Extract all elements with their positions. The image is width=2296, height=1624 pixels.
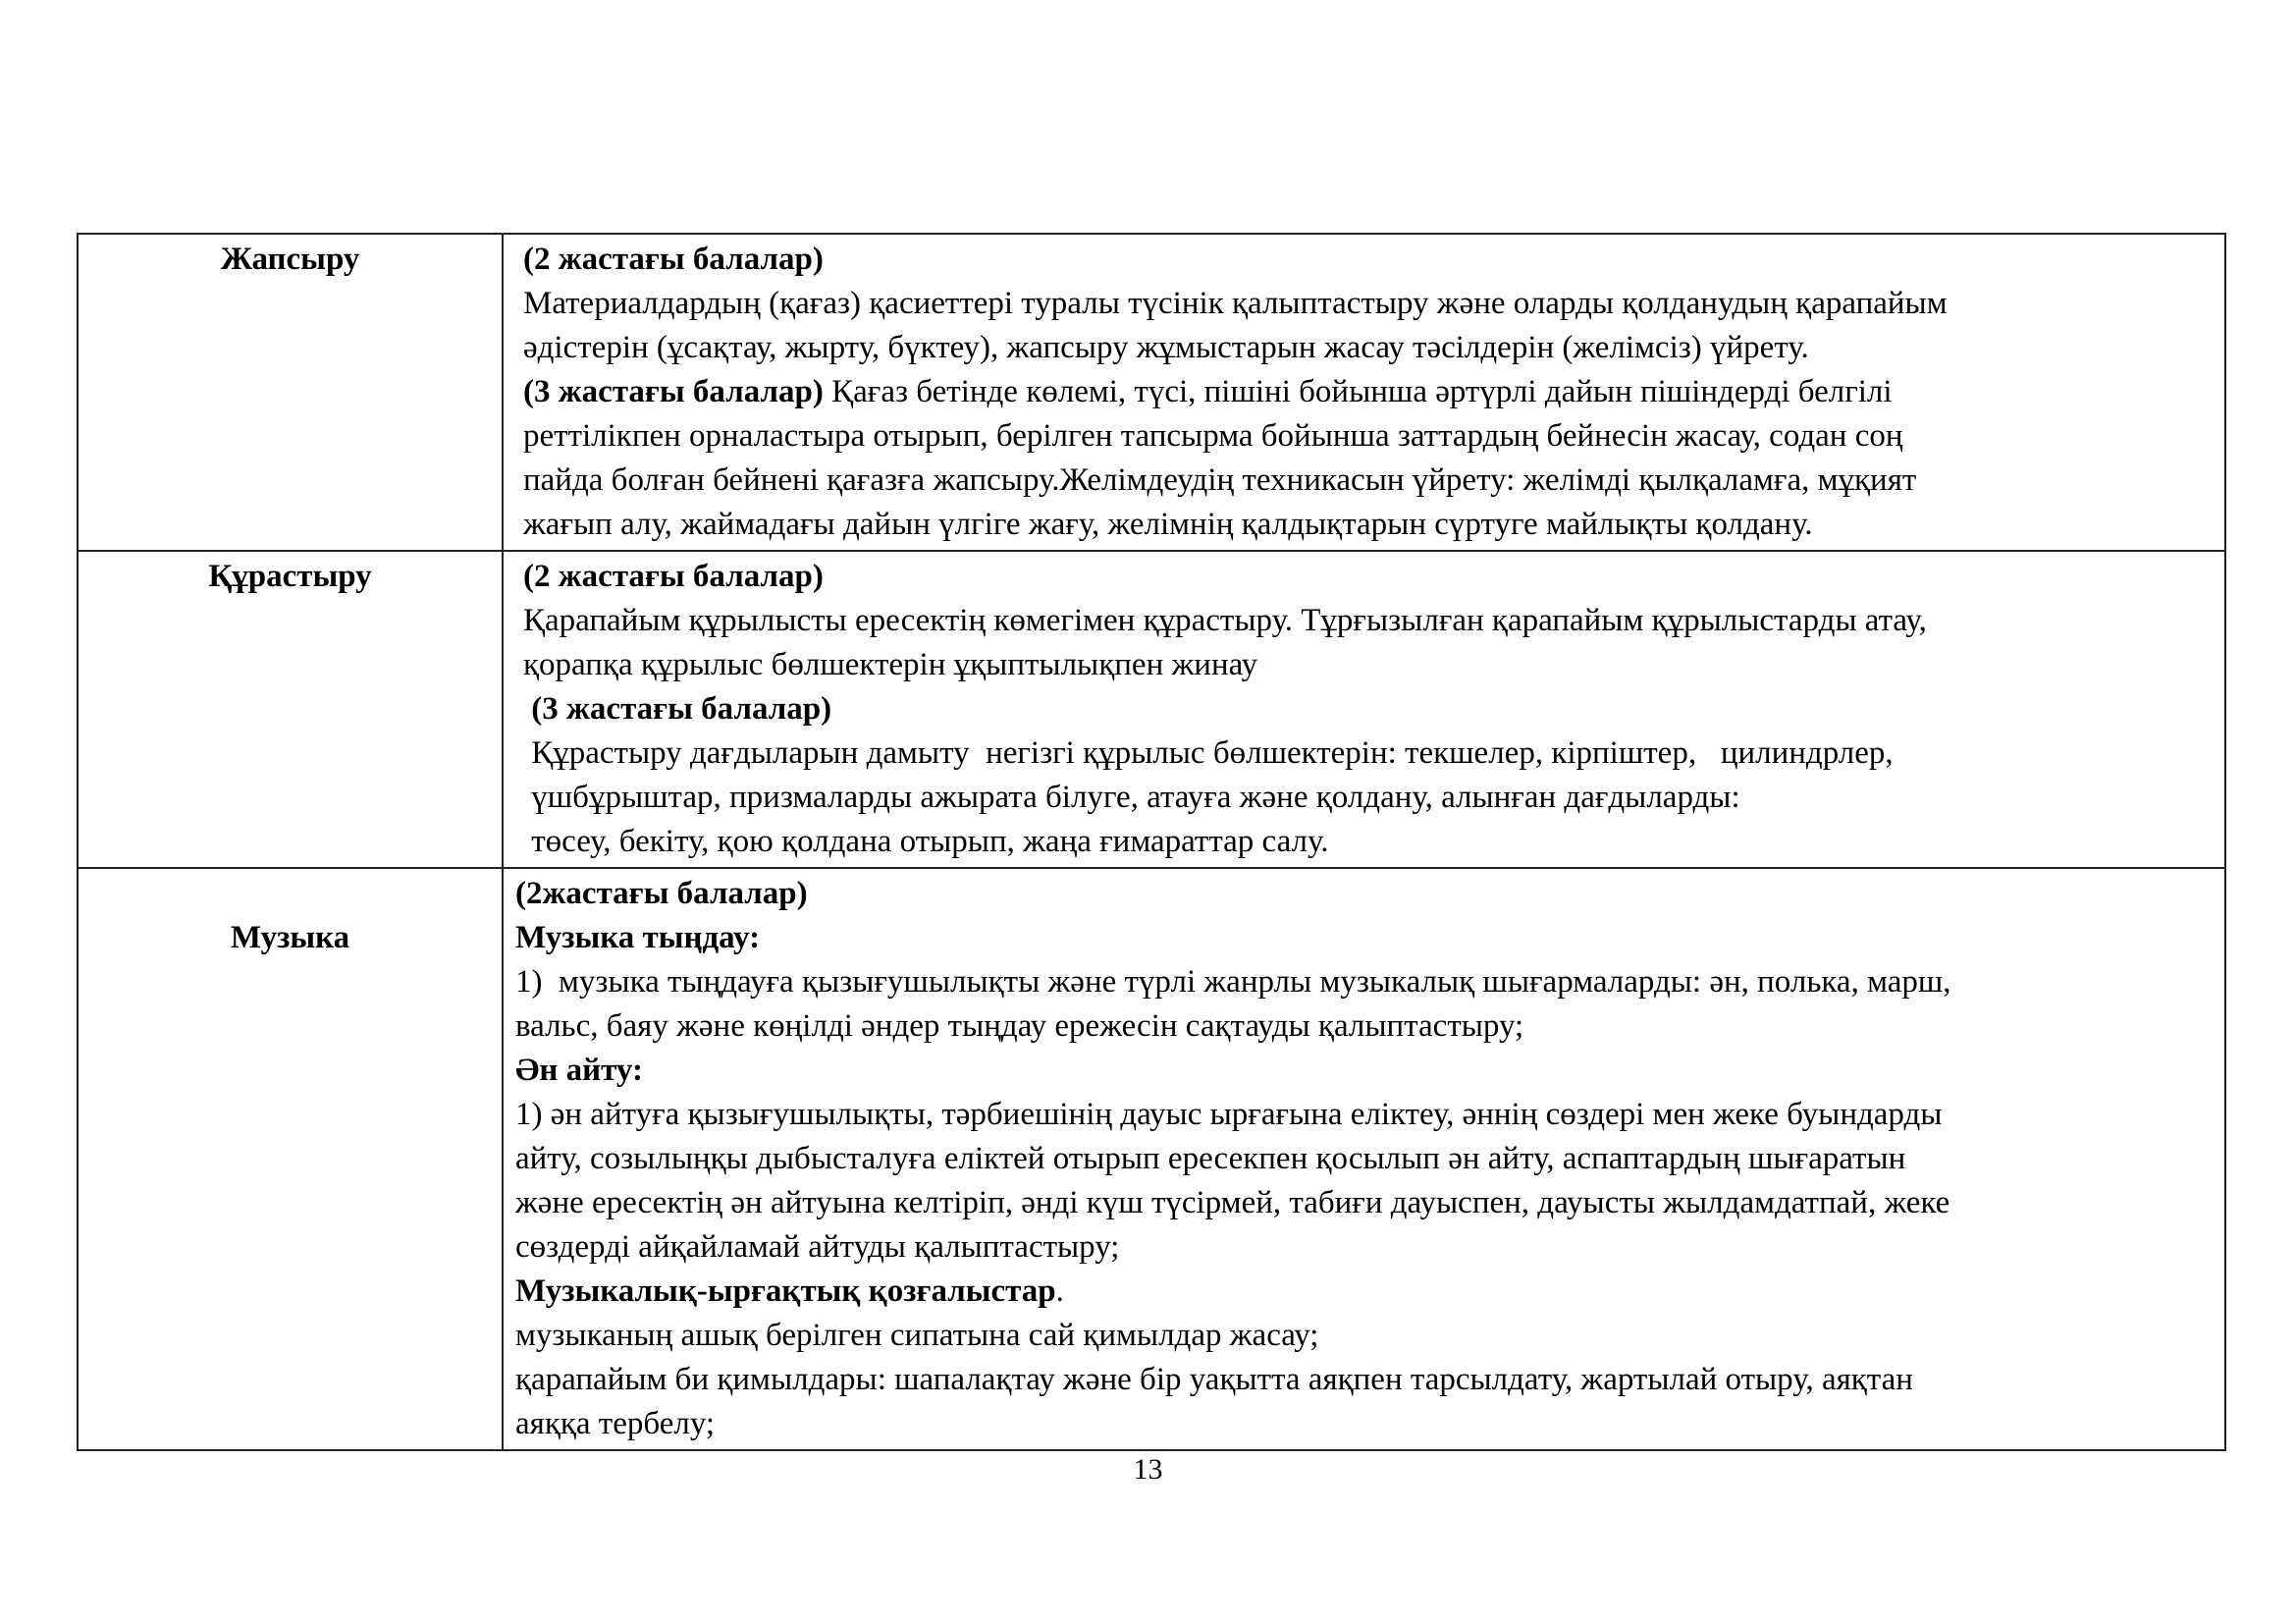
text-line <box>515 1402 2220 1446</box>
text-line <box>515 872 2220 916</box>
body-text: . <box>1055 1273 1064 1309</box>
subject-cell <box>78 551 503 868</box>
body-text: Құрастыру дағдыларын дамыту негізгі құрылыс бөлшектерін: текшелер, кірпіштер, цилиндрлер, <box>523 735 1894 771</box>
text-line <box>523 238 2220 282</box>
text-line <box>523 776 2220 820</box>
bold-heading-text: Ән айту: <box>515 1053 643 1088</box>
body-text: музыканың ашық берілген сипатына сай қимылдар жасау; <box>515 1318 1319 1353</box>
text-line <box>515 1093 2220 1137</box>
content-lines <box>504 235 2224 550</box>
body-text: вальс, баяу және көңілді әндер тыңдау ережесін сақтауды қалыптастыру; <box>515 1008 1524 1044</box>
text-line <box>523 599 2220 643</box>
content-cell <box>503 234 2225 551</box>
body-text: және ересектің ән айтуына келтіріп, әнді күш түсірмей, табиғи дауыспен, дауысты жылдамдатпай, жеке <box>515 1185 1950 1220</box>
text-line <box>515 916 2220 960</box>
text-line <box>523 370 2220 414</box>
body-text: қарапайым би қимылдары: шапалақтау және бір уақытта аяқпен тарсылдату, жартылай отыру, аяқтан <box>515 1362 1913 1397</box>
subject-label: Жапсыру <box>220 242 360 277</box>
content-cell <box>503 551 2225 868</box>
bold-heading-text: Музыкалық-ырғақтық қозғалыстар <box>515 1273 1056 1309</box>
bold-heading-text: (3 жастағы балалар) <box>523 374 824 409</box>
text-line <box>515 1270 2220 1314</box>
text-line <box>515 1004 2220 1049</box>
text-line <box>523 459 2220 503</box>
body-text: қорапқа құрылыс бөлшектерін ұқыптылықпен жинау <box>523 647 1258 682</box>
subject-label: Музыка <box>230 920 350 955</box>
text-line <box>515 1181 2220 1225</box>
text-line <box>515 1137 2220 1181</box>
text-line <box>523 820 2220 864</box>
curriculum-table <box>77 233 2226 1451</box>
body-text: үшбұрыштар, призмаларды ажырата білуге, атауға және қолдану, алынған дағдыларды: <box>523 780 1740 815</box>
body-text: 1) ән айтуға қызығушылықты, тәрбиешінің дауыс ырғағына еліктеу, әннің сөздері мен жеке буындарды <box>515 1097 1943 1132</box>
bold-heading-text: (2 жастағы балалар) <box>523 559 824 594</box>
body-text: Материалдардың (қағаз) қасиеттері туралы түсінік қалыптастыру және оларды қолданудың қарапайым <box>523 286 1948 321</box>
bold-heading-text: (2жастағы балалар) <box>515 876 808 911</box>
content-lines <box>504 869 2224 1449</box>
body-text: реттілікпен орналастыра отырып, берілген тапсырма бойынша заттардың бейнесін жасау, содан соң <box>523 418 1903 454</box>
subject-label: Құрастыру <box>208 559 372 594</box>
text-line <box>523 643 2220 687</box>
page-number: 13 <box>1133 1453 1163 1486</box>
table-row-zhapsyru <box>78 234 2225 551</box>
bold-heading-text: Музыка тыңдау: <box>515 920 761 955</box>
bold-heading-text: (3 жастағы балалар) <box>523 691 832 727</box>
text-line <box>515 1049 2220 1093</box>
subject-cell <box>78 868 503 1450</box>
text-line <box>523 414 2220 459</box>
bold-heading-text: (2 жастағы балалар) <box>523 242 824 277</box>
subject-cell <box>78 234 503 551</box>
body-text: жағып алу, жаймадағы дайын үлгіге жағу, желімнің қалдықтарын сүртуге майлықты қолдану. <box>523 507 1813 542</box>
text-line <box>515 1314 2220 1358</box>
table-row-qurastyru <box>78 551 2225 868</box>
text-line <box>523 687 2220 731</box>
content-cell <box>503 868 2225 1450</box>
text-line <box>523 555 2220 599</box>
body-text: әдістерін (ұсақтау, жырту, бүктеу), жапсыру жұмыстарын жасау тәсілдерін (желімсіз) үйрету. <box>523 330 1809 365</box>
body-text: төсеу, бекіту, қою қолдана отырып, жаңа ғимараттар салу. <box>523 824 1329 859</box>
body-text: 1) музыка тыңдауға қызығушылықты және түрлі жанрлы музыкалық шығармаларды: ән, полька, марш, <box>515 964 1951 1000</box>
table-row-muzyka <box>78 868 2225 1450</box>
text-line <box>523 731 2220 776</box>
text-line <box>523 503 2220 547</box>
text-line <box>515 1225 2220 1270</box>
body-text: аяққа тербелу; <box>515 1406 716 1441</box>
text-line <box>523 282 2220 326</box>
body-text: сөздерді айқайламай айтуды қалыптастыру; <box>515 1229 1120 1265</box>
text-line <box>515 960 2220 1004</box>
text-line <box>515 1358 2220 1402</box>
content-lines <box>504 552 2224 867</box>
body-text: Қағаз бетінде көлемі, түсі, пішіні бойынша әртүрлі дайын пішіндерді белгілі <box>823 374 1893 409</box>
body-text: пайда болған бейнені қағазға жапсыру.Желімдеудің техникасын үйрету: желімді қылқаламға, мұқият <box>523 462 1917 498</box>
text-line <box>523 326 2220 370</box>
body-text: айту, созылыңқы дыбысталуға еліктей отырып ересекпен қосылып ән айту, аспаптардың шығаратын <box>515 1141 1906 1176</box>
body-text: Қарапайым құрылысты ересектің көмегімен құрастыру. Тұрғызылған қарапайым құрылыстарды атау, <box>523 603 1927 638</box>
